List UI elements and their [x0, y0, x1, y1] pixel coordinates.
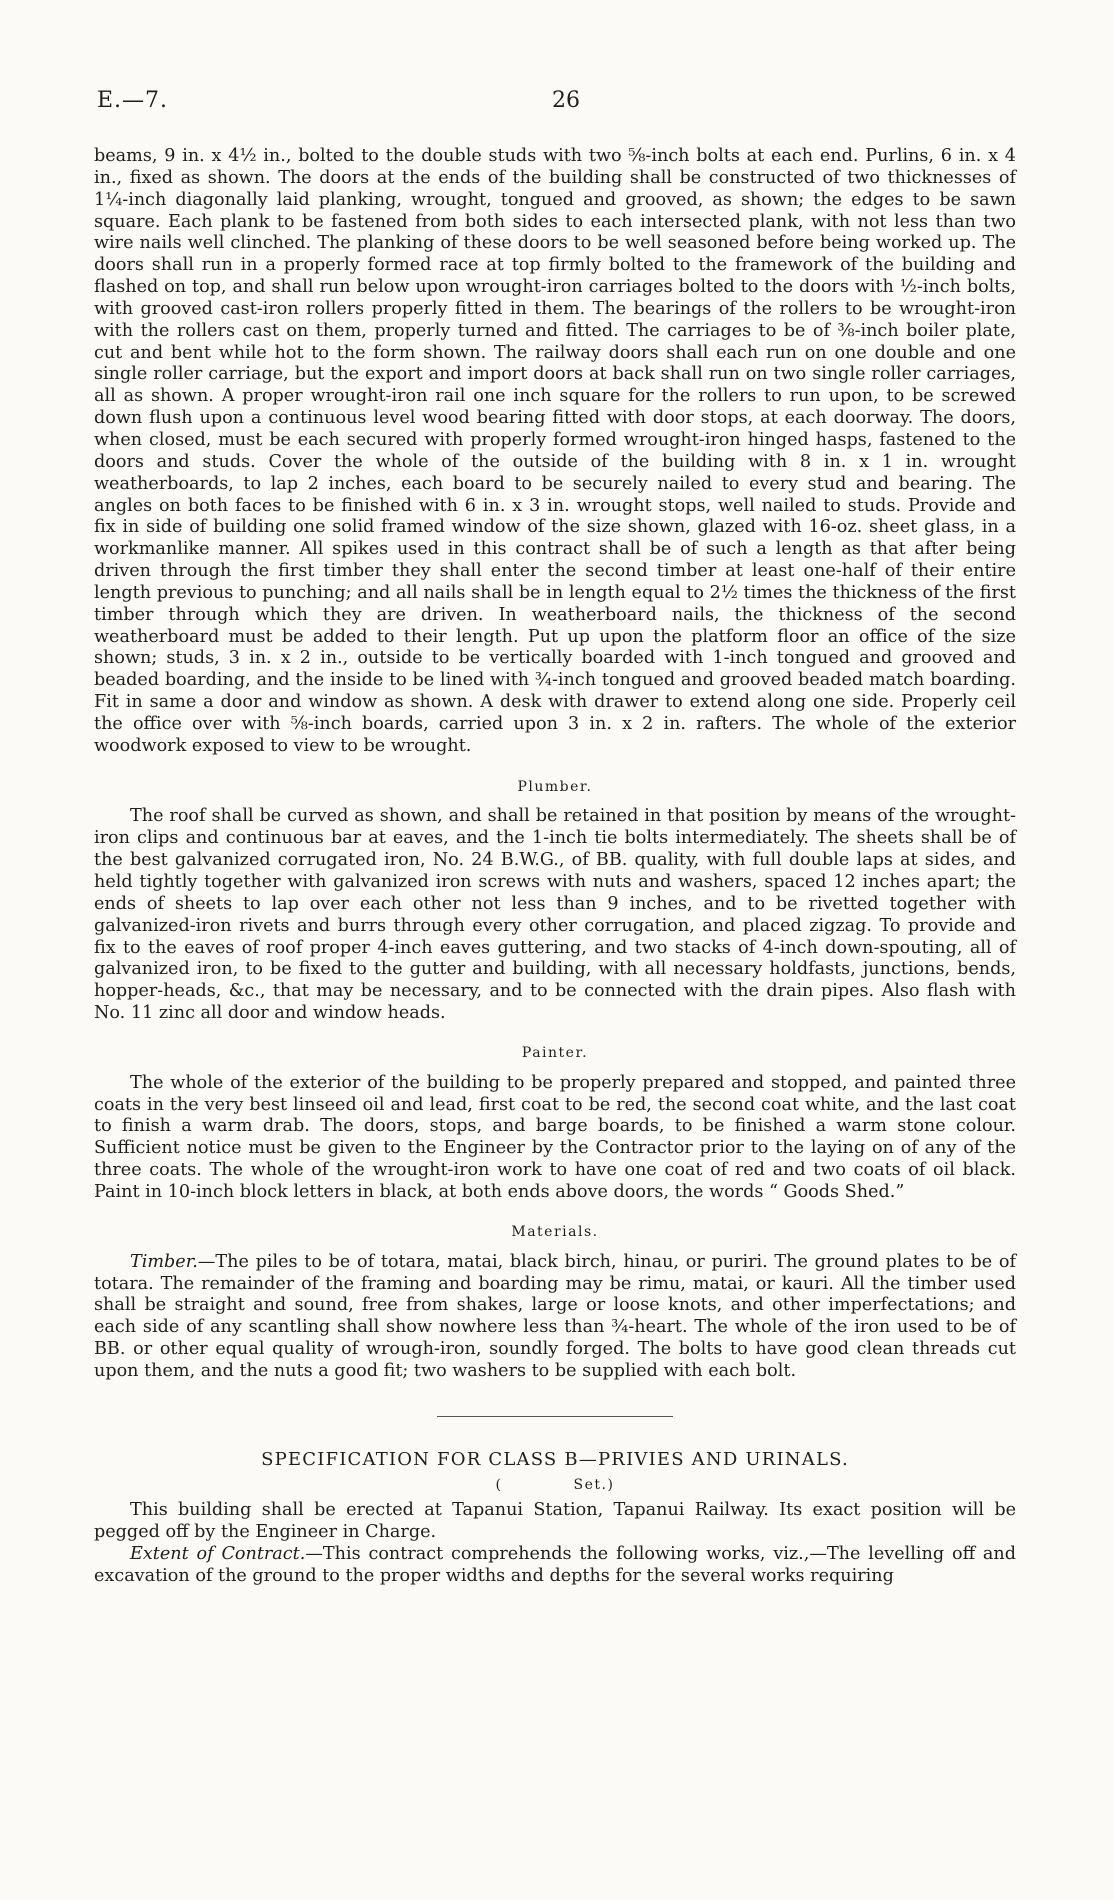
extent-text: —This contract comprehends the following works, viz.,—The levelling off and excavation of the ground to the proper widths and depths for the several works requiring	[94, 1544, 1016, 1586]
document-reference: E.—7.	[97, 88, 169, 113]
intro-paragraph: This building shall be erected at Tapanui Station, Tapanui Railway. Its exact position will be pegged off by the Engineer in Charge.	[94, 1500, 1016, 1543]
subtitle-word: Set.)	[573, 1476, 615, 1493]
materials-text: —The piles to be of totara, matai, black birch, hinau, or puriri. The ground plates to be of totara. The remainder of the framing and boarding may be rimu, matai, or kauri. All the timber used shall be straight and sound, free from shakes, large or loose knots, and other imperfectations; and each side of any scantling shall show nowhere less than ¾-heart. The whole of the iron used to be of BB. or other equal quality of wrough-iron, soundly forged. The bolts to have good clean threads cut upon them, and the nuts a good fit; two washers to be supplied with each bolt.	[94, 1251, 1016, 1381]
materials-heading: Materials.	[511, 1223, 599, 1240]
subtitle-open-paren: (	[495, 1476, 503, 1493]
plumber-paragraph: The roof shall be curved as shown, and shall be retained in that position by means of the wrought-iron clips and continuous bar at eaves, and the 1-inch tie bolts intermediately. The sheets shall be of the best galvanized corrugated iron, No. 24 B.W.G., of BB. quality, with full double laps at sides, and held tightly together with galvanized iron screws with nuts and washers, spaced 12 inches apart; the ends of sheets to lap over each other not less than 9 inches, and to be rivetted together with galvanized-iron rivets and burrs through every other corrugation, and placed zigzag. To provide and fix to the eaves of roof proper 4-inch eaves guttering, and two stacks of 4-inch down-spouting, all of galvanized iron, to be fixed to the gutter and building, with all necessary holdfasts, junctions, bends, hopper-heads, &c., that may be necessary, and to be connected with the drain pipes. Also flash with No. 11 zinc all door and window heads.	[94, 806, 1016, 1024]
page-header	[97, 88, 1017, 118]
painter-heading: Painter.	[521, 1044, 589, 1061]
section-divider	[437, 1416, 673, 1417]
painter-paragraph: The whole of the exterior of the building to be properly prepared and stopped, and painted three coats in the very best linseed oil and lead, first coat to be red, the second coat white, and the last coat to finish a warm drab. The doors, stops, and barge boards, to be finished a warm stone colour. Sufficient notice must be given to the Engineer by the Contractor prior to the laying on of any of the three coats. The whole of the wrought-iron work to have one coat of red and two coats of oil black. Paint in 10-inch block letters in black, at both ends above doors, the words “ Goods Shed.”	[94, 1072, 1016, 1202]
materials-paragraph	[94, 1252, 1016, 1383]
plumber-heading: Plumber.	[517, 778, 593, 795]
timber-label: Timber.	[130, 1251, 198, 1272]
extent-paragraph	[94, 1544, 1016, 1588]
page-number: 26	[552, 88, 580, 113]
woodwork-paragraph: beams, 9 in. x 4½ in., bolted to the double studs with two ⅝-inch bolts at each end. Purlins, 6 in. x 4 in., fixed as shown. The doors at the ends of the building shall be constructed of two thicknesses of 1¼-inch diagonally laid planking, wrought, tongued and grooved, as shown; the edges to be sawn square. Each plank to be fastened from both sides to each intersected plank, with not less than two wire nails well clinched. The planking of these doors to be well seasoned before being worked up. The doors shall run in a properly formed race at top firmly bolted to the framework of the building and flashed on top, and shall run below upon wrought-iron carriages bolted to the doors with ½-inch bolts, with grooved cast-iron rollers properly fitted in them. The bearings of the rollers to be wrought-iron with the rollers cast on them, properly turned and fitted. The carriages to be of ⅜-inch boiler plate, cut and bent while hot to the form shown. The railway doors shall each run on one double and one single roller carriage, but the export and import doors at back shall run on two single roller carriages, all as shown. A proper wrought-iron rail one inch square for the rollers to run upon, to be screwed down flush upon a continuous level wood bearing fitted with door stops, at each doorway. The doors, when closed, must be each secured with properly formed wrought-iron hinged hasps, fastened to the doors and studs. Cover the whole of the outside of the building with 8 in. x 1 in. wrought weatherboards, to lap 2 inches, each board to be securely nailed to every stud and bearing. The angles on both faces to be finished with 6 in. x 3 in. wrought stops, well nailed to studs. Provide and fix in side of building one solid framed window of the size shown, glazed with 16-oz. sheet glass, in a workmanlike manner. All spikes used in this contract shall be of such a length as that after being driven through the first timber they shall enter the second timber at least one-half of their entire length previous to punching; and all nails shall be in length equal to 2½ times the thickness of the first timber through which they are driven. In weatherboard nails, the thickness of the second weatherboard must be added to their length. Put up upon the platform floor an office of the size shown; studs, 3 in. x 2 in., outside to be vertically boarded with 1-inch tongued and grooved and beaded boarding, and the inside to be lined with ¾-inch tongued and grooved beaded match boarding. Fit in same a door and window as shown. A desk with drawer to extend along one side. Properly ceil the office over with ⅝-inch boards, carried upon 3 in. x 2 in. rafters. The whole of the exterior woodwork exposed to view to be wrought.	[94, 146, 1016, 756]
extent-label: Extent of Contract.	[130, 1544, 306, 1565]
specification-subtitle	[94, 1475, 1016, 1497]
specification-title: SPECIFICATION FOR CLASS B—PRIVIES AND URINALS.	[261, 1448, 849, 1470]
document-body	[94, 146, 1016, 1588]
